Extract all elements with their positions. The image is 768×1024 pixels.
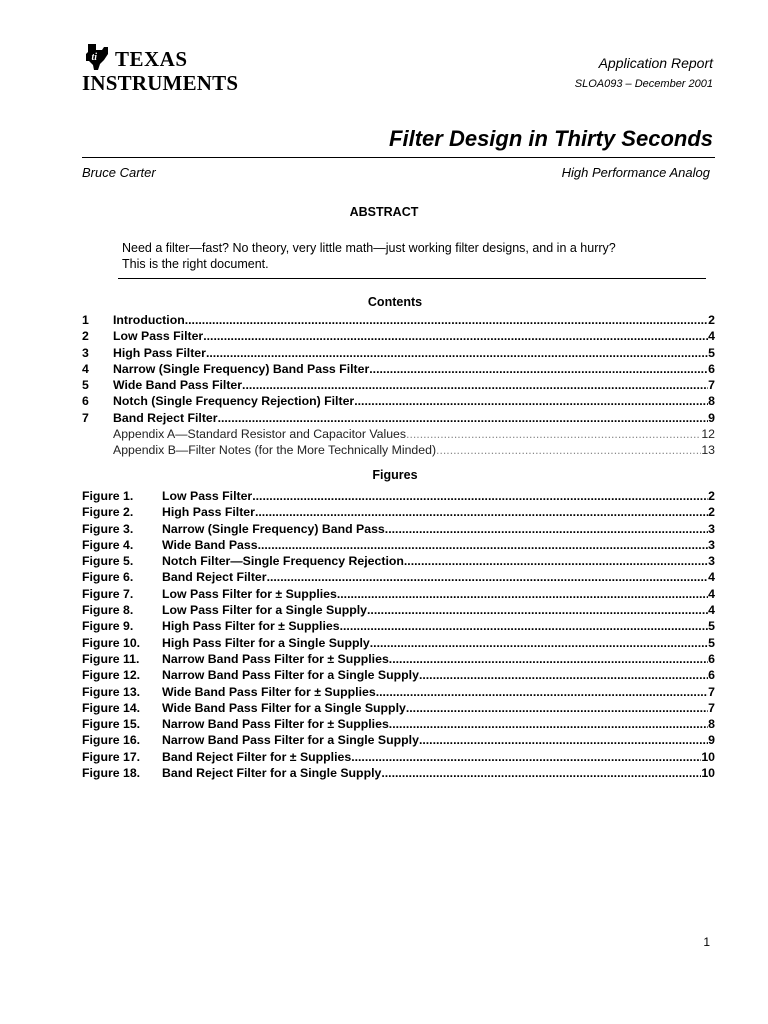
figure-entry[interactable] — [82, 701, 715, 717]
toc-number: 6 — [82, 394, 89, 409]
figure-number: Figure 12. — [82, 668, 141, 683]
figure-leader — [419, 733, 708, 747]
toc-entry[interactable] — [82, 394, 715, 410]
toc-leader — [354, 394, 708, 408]
figure-entry[interactable] — [82, 766, 715, 782]
figure-number: Figure 14. — [82, 700, 141, 715]
toc-entry[interactable] — [82, 329, 715, 345]
figure-entry[interactable] — [82, 668, 715, 684]
toc-page: 12 — [701, 427, 715, 442]
figure-leader — [367, 603, 708, 617]
toc-number: 1 — [82, 313, 89, 327]
figure-leader — [337, 587, 708, 601]
figure-number: Figure 2. — [82, 505, 134, 520]
figure-page: 4 — [708, 586, 715, 601]
figure-label: Wide Band Pass Filter for a Single Supply — [162, 700, 406, 715]
figure-leader — [404, 554, 708, 568]
figure-number: Figure 17. — [82, 749, 141, 764]
figure-page: 6 — [708, 651, 715, 666]
figure-number: Figure 18. — [82, 766, 141, 781]
toc-page: 2 — [708, 313, 715, 327]
figure-page: 5 — [708, 635, 715, 650]
figure-leader — [252, 489, 708, 503]
figure-entry[interactable] — [82, 652, 715, 668]
svg-text:ti: ti — [91, 52, 98, 63]
figure-page: 5 — [708, 619, 715, 634]
figure-page: 2 — [708, 489, 715, 503]
toc-entry[interactable] — [82, 411, 715, 427]
logo-line-2: INSTRUMENTS — [82, 71, 239, 95]
figure-page: 3 — [708, 554, 715, 569]
figure-label: Wide Band Pass Filter for ± Supplies — [162, 684, 376, 699]
figure-entry[interactable] — [82, 603, 715, 619]
figure-entry[interactable] — [82, 554, 715, 570]
figure-entry[interactable] — [82, 505, 715, 521]
figure-entry[interactable] — [82, 489, 715, 505]
figure-leader — [351, 750, 701, 764]
figure-label: Narrow (Single Frequency) Band Pass — [162, 521, 385, 536]
toc-leader — [206, 346, 708, 360]
toc-label: Notch (Single Frequency Rejection) Filter — [113, 394, 355, 409]
figure-leader — [258, 538, 709, 552]
toc-leader — [242, 378, 708, 392]
figure-label: Low Pass Filter for ± Supplies — [162, 586, 337, 601]
toc-leader — [406, 427, 701, 441]
figure-leader — [385, 522, 708, 536]
toc-page: 8 — [708, 394, 715, 409]
figure-page: 10 — [701, 749, 715, 764]
toc-leader — [436, 443, 701, 457]
figure-page: 7 — [708, 684, 715, 699]
toc-entry[interactable] — [82, 313, 715, 329]
figure-leader — [370, 636, 708, 650]
figure-leader — [255, 505, 708, 519]
figure-number: Figure 13. — [82, 684, 141, 699]
toc-appendix-entry[interactable] — [82, 443, 715, 459]
toc-number: 2 — [82, 329, 89, 344]
figure-label: Wide Band Pass — [162, 537, 258, 552]
toc-label: High Pass Filter — [113, 345, 206, 360]
ti-state-icon — [82, 42, 112, 72]
toc-entry[interactable] — [82, 346, 715, 362]
figures-heading: Figures — [372, 468, 418, 482]
toc-page: 5 — [708, 345, 715, 360]
toc-entry[interactable] — [82, 362, 715, 378]
figure-page: 10 — [701, 766, 715, 781]
figure-number: Figure 3. — [82, 521, 134, 536]
figure-entry[interactable] — [82, 587, 715, 603]
logo-line-1: TEXAS — [115, 47, 188, 71]
figure-page: 8 — [708, 717, 715, 732]
figure-entry[interactable] — [82, 538, 715, 554]
figure-label: High Pass Filter for ± Supplies — [162, 619, 340, 634]
figure-label: Narrow Band Pass Filter for ± Supplies — [162, 651, 389, 666]
report-id: SLOA093 – December 2001 — [574, 78, 713, 90]
figure-page: 7 — [708, 700, 715, 715]
toc-label: Band Reject Filter — [113, 410, 218, 425]
figure-number: Figure 1. — [82, 489, 134, 503]
toc-page: 4 — [708, 329, 715, 344]
report-type: Application Report — [598, 55, 713, 71]
figure-label: Notch Filter—Single Frequency Rejection — [162, 554, 404, 569]
figure-label: Narrow Band Pass Filter for a Single Supply — [162, 668, 419, 683]
figures-list — [82, 489, 715, 782]
figure-leader — [389, 652, 708, 666]
figure-page: 3 — [708, 521, 715, 536]
figure-entry[interactable] — [82, 733, 715, 749]
figure-page: 4 — [708, 603, 715, 618]
figure-entry[interactable] — [82, 685, 715, 701]
figure-entry[interactable] — [82, 522, 715, 538]
figure-label: Band Reject Filter for a Single Supply — [162, 766, 382, 781]
toc-appendix-entry[interactable] — [82, 427, 715, 443]
toc-number: 5 — [82, 378, 89, 393]
toc-page: 7 — [708, 378, 715, 393]
figure-label: Band Reject Filter — [162, 570, 267, 585]
figure-entry[interactable] — [82, 619, 715, 635]
toc-page: 6 — [708, 361, 715, 376]
toc-leader — [218, 411, 709, 425]
abstract-rule — [118, 278, 706, 279]
figure-entry[interactable] — [82, 570, 715, 586]
figure-number: Figure 10. — [82, 635, 141, 650]
abstract-line-1: Need a filter—fast? No theory, very little math—just working filter designs, and in a hurry? — [122, 241, 616, 255]
figure-number: Figure 8. — [82, 603, 134, 618]
toc-number: 7 — [82, 410, 89, 425]
figure-label: High Pass Filter for a Single Supply — [162, 635, 370, 650]
figure-label: High Pass Filter — [162, 505, 255, 520]
texas-instruments-logo — [82, 42, 252, 98]
toc-leader — [203, 329, 708, 343]
figure-page: 2 — [708, 505, 715, 520]
figure-entry[interactable] — [82, 636, 715, 652]
figure-number: Figure 11. — [82, 651, 140, 666]
figure-number: Figure 6. — [82, 570, 134, 585]
toc-number: 4 — [82, 361, 89, 376]
figure-leader — [389, 717, 708, 731]
figure-leader — [381, 766, 701, 780]
figure-label: Band Reject Filter for ± Supplies — [162, 749, 352, 764]
figure-leader — [340, 619, 709, 633]
figure-number: Figure 15. — [82, 717, 141, 732]
document-title: Filter Design in Thirty Seconds — [389, 126, 713, 151]
figure-number: Figure 4. — [82, 537, 134, 552]
toc-label: Appendix A—Standard Resistor and Capacitor Values — [113, 427, 407, 442]
contents-heading: Contents — [367, 295, 423, 309]
figure-label: Low Pass Filter for a Single Supply — [162, 603, 367, 618]
figure-leader — [376, 685, 708, 699]
figure-number: Figure 7. — [82, 586, 134, 601]
figure-number: Figure 9. — [82, 619, 134, 634]
figure-entry[interactable] — [82, 717, 715, 733]
abstract-line-2: This is the right document. — [122, 257, 269, 271]
toc-page: 9 — [708, 410, 715, 425]
toc-label: Wide Band Pass Filter — [113, 378, 243, 393]
figure-page: 3 — [708, 537, 715, 552]
figure-entry[interactable] — [82, 750, 715, 766]
toc-label: Narrow (Single Frequency) Band Pass Filter — [113, 361, 370, 376]
figure-leader — [419, 668, 708, 682]
toc-leader — [369, 362, 708, 376]
toc-leader — [185, 313, 708, 327]
toc-entry[interactable] — [82, 378, 715, 394]
figure-leader — [267, 570, 709, 584]
title-rule — [82, 157, 715, 158]
figure-number: Figure 16. — [82, 733, 141, 748]
figure-page: 6 — [708, 668, 715, 683]
toc-page: 13 — [701, 443, 715, 458]
toc-label: Low Pass Filter — [113, 329, 204, 344]
toc-number: 3 — [82, 345, 89, 360]
figure-leader — [406, 701, 708, 715]
figure-label: Narrow Band Pass Filter for ± Supplies — [162, 717, 389, 732]
author: Bruce Carter — [82, 165, 156, 180]
figure-number: Figure 5. — [82, 554, 134, 569]
figure-page: 9 — [708, 733, 715, 748]
group-name: High Performance Analog — [561, 165, 710, 180]
figure-label: Low Pass Filter — [162, 489, 253, 503]
abstract-heading: ABSTRACT — [349, 205, 419, 219]
figure-page: 4 — [708, 570, 715, 585]
page-number: 1 — [703, 935, 710, 949]
contents-list — [82, 313, 715, 460]
toc-label: Introduction — [113, 313, 185, 327]
figure-label: Narrow Band Pass Filter for a Single Supply — [162, 733, 419, 748]
toc-label: Appendix B—Filter Notes (for the More Technically Minded) — [113, 443, 437, 458]
abstract-text — [122, 240, 682, 272]
